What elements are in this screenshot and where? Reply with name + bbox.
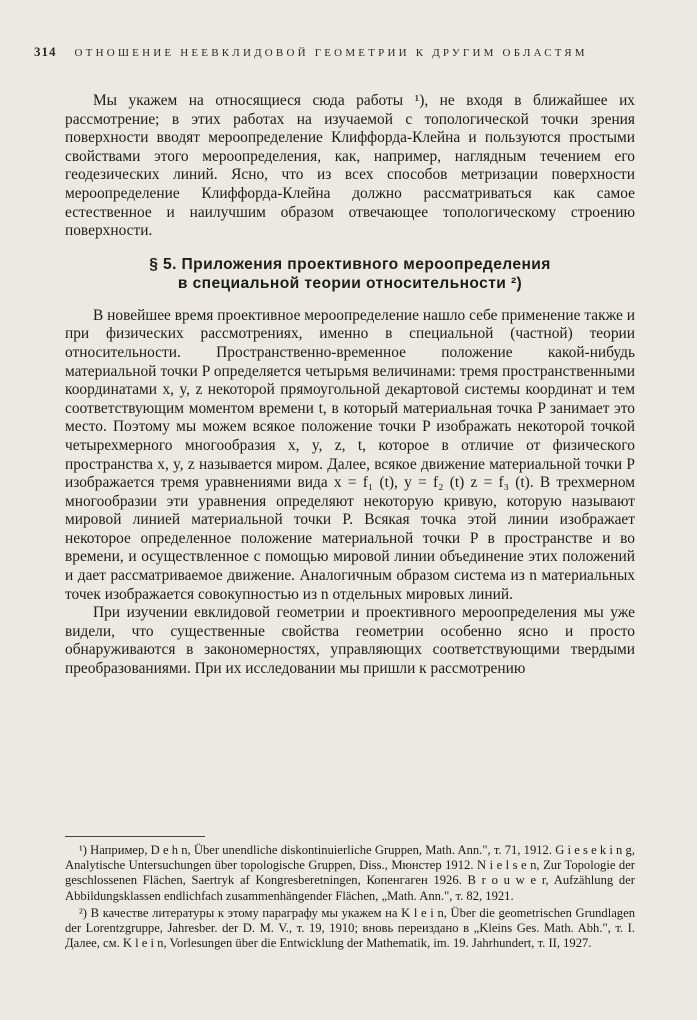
section-title-line-2: в специальной теории относительности ²) <box>177 274 523 292</box>
running-head <box>34 44 654 60</box>
footnote-divider <box>65 836 205 837</box>
page-number: 314 <box>34 44 57 59</box>
paragraph-2: В новейшее время проективное мероопределение нашло себе применение также и при физических рассмотрениях, именно в специальной (частной) теории относительности. Пространственно-временное положение какой-нибудь материальной точки P определяется четырьмя величинами: тремя пространственными координатами x, y, z некоторой прямоугольной декартовой системы координат и тем соответствующим моментом времени t, в который материальная точка P занимает это место. Поэтому мы можем всякое положение точки P изображать некоторой точкой четырехмерного многообразия x, y, z, t, которое в отличие от физического пространства x, y, z называется миром. Далее, всякое движение материальной точки P изображается тремя уравнениями вида x = f₁ (t), y = f₂ (t) z = f₃ (t). В трехмерном многообразии эти уравнения определяют некоторую кривую, которую называют мировой линией материальной точки P. Всякая точка этой линии изображает некоторое определенное положение материальной точки P в пространстве и во времени, и осуществленное с помощью мировой линии объединение этих положений и дает рассматриваемое движение. Аналогичным образом система из n материальных точек изображается совокупностью из n отдельных мировых линий. <box>65 306 635 603</box>
paragraph-1: Мы укажем на относящиеся сюда работы ¹), не входя в ближайшее их рассмотрение; в этих работах на изучаемой с топологической точки зрения поверхности вводят мероопределение Клиффорда-Клейна и пользуются простыми свойствами этого мероопределения, как, например, наглядным течением его геодезических линий. Ясно, что из всех способов метризации поверхности мероопределение Клиффорда-Клейна должно рассматриваться как самое естественное и наилучшим образом отвечающее топологическому строению поверхности. <box>65 92 635 240</box>
main-text <box>65 92 635 679</box>
footnote-2: ²) В качестве литературы к этому параграфу мы укажем на K l e i n, Über die geometrischen Grundlagen der Lorentzgruppe, Jahresber. der D. M. V., т. 19, 1910; вновь переиздано в „Kleins Ges. Math. Abh.", т. I. Далее, см. K l e i n, Vorlesungen über die Entwicklung der Mathematik, im. 19. Jahrhundert, т. II, 1927. <box>65 905 635 951</box>
footnote-1: ¹) Например, D e h n, Über unendliche diskontinuierliche Gruppen, Math. Ann.", т. 71, 1912. G i e s e k i n g, Analytische Untersuchungen über topologische Gruppen, Diss., Мюнстер 1912. N i e l s e n, Zur Topologie der geschlossenen Flächen, Saertryk af Kongresberetningen, Копенгаген 1926. B r o u w e r, Aufzählung der Abbildungsklassen endlichfach zusammenhängender Flächen, „Math. Ann.", т. 82, 1921. <box>65 843 635 903</box>
section-title <box>65 255 635 293</box>
running-head-title: ОТНОШЕНИЕ НЕЕВКЛИДОВОЙ ГЕОМЕТРИИ К ДРУГИМ ОБЛАСТЯМ <box>74 47 588 59</box>
section-title-line-1: § 5. Приложения проективного мероопределения <box>149 255 551 273</box>
paragraph-3: При изучении евклидовой геометрии и проективного мероопределения мы уже видели, что существенные свойства геометрии особенно ясно и просто обнаруживаются в закономерностях, управляющих соответствующими твердыми преобразованиями. При их исследовании мы пришли к рассмотрению <box>65 604 635 678</box>
footnotes <box>65 843 635 953</box>
